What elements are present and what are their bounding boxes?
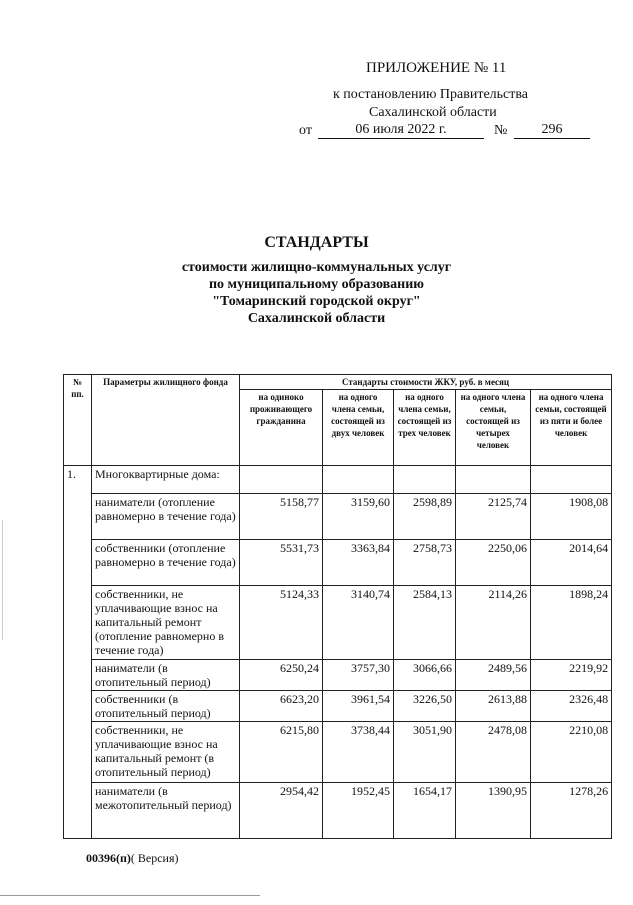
value-cell: 2210,08: [531, 722, 612, 783]
value-cell: 6250,24: [240, 660, 323, 691]
value-cell: 2598,89: [394, 494, 456, 540]
value-cell: 3066,66: [394, 660, 456, 691]
subtitle-line-2: по муниципальному образованию: [208, 277, 425, 292]
value-cell: 2326,48: [531, 691, 612, 722]
value-cell: 6215,80: [240, 722, 323, 783]
row-param: собственники (в отопительный период): [92, 691, 240, 722]
number-label: №: [494, 123, 508, 138]
scan-edge-line: [0, 895, 260, 896]
document-version: ( Версия): [130, 851, 179, 865]
from-label: от: [299, 123, 312, 138]
value-cell: 1952,45: [323, 783, 394, 839]
subheader-five-plus: на одного члена семьи, состоящей из пяти и более человек: [531, 390, 612, 466]
value-cell: 5531,73: [240, 540, 323, 586]
value-cell: 3226,50: [394, 691, 456, 722]
value-cell: 3140,74: [323, 586, 394, 660]
row-param: наниматели (отопление равномерно в течение года): [92, 494, 240, 540]
value-cell: 1908,08: [531, 494, 612, 540]
table-row: [64, 691, 612, 722]
column-header-params: Параметры жилищного фонда: [92, 375, 240, 466]
subheader-three-person: на одного члена семьи, состоящей из трех человек: [394, 390, 456, 466]
table-row: [64, 783, 612, 839]
value-cell: 1278,26: [531, 783, 612, 839]
value-cell: 6623,20: [240, 691, 323, 722]
value-cell: 2014,64: [531, 540, 612, 586]
subtitle-line-3: "Томаринский городской округ": [212, 294, 421, 309]
value-cell: 3159,60: [323, 494, 394, 540]
value-cell: 5158,77: [240, 494, 323, 540]
row-param: наниматели (в отопительный период): [92, 660, 240, 691]
resolution-date: 06 июля 2022 г.: [318, 122, 484, 139]
value-cell: 2114,26: [456, 586, 531, 660]
value-cell: 1390,95: [456, 783, 531, 839]
resolution-line: к постановлению Правительства: [333, 87, 529, 102]
column-group-header: Стандарты стоимости ЖКУ, руб. в месяц: [240, 375, 612, 390]
table-row: [64, 660, 612, 691]
value-cell: 2954,42: [240, 783, 323, 839]
standards-table: [63, 374, 612, 839]
table-row: [64, 586, 612, 660]
resolution-number: 296: [514, 122, 590, 139]
table-row: [64, 722, 612, 783]
subheader-four-person: на одного члена семьи, состоящей из четырех человек: [456, 390, 531, 466]
scan-edge-mark: [2, 520, 3, 640]
value-cell: 1654,17: [394, 783, 456, 839]
value-cell: 2219,92: [531, 660, 612, 691]
value-cell: 5124,33: [240, 586, 323, 660]
row-param: собственники, не уплачивающие взнос на капитальный ремонт (отопление равномерно в течение года): [92, 586, 240, 660]
region-line: Сахалинской области: [369, 105, 497, 120]
value-cell: 3363,84: [323, 540, 394, 586]
value-cell: 3738,44: [323, 722, 394, 783]
value-cell: 2584,13: [394, 586, 456, 660]
value-cell: 2613,88: [456, 691, 531, 722]
subheader-single: на одиноко проживающего гражданина: [240, 390, 323, 466]
document-footer: [86, 851, 179, 866]
row-param: собственники, не уплачивающие взнос на капитальный ремонт (в отопительный период): [92, 722, 240, 783]
row-param: собственники (отопление равномерно в течение года): [92, 540, 240, 586]
document-title: СТАНДАРТЫ: [264, 234, 369, 251]
column-header-number: № пп.: [64, 375, 92, 466]
value-cell: 3961,54: [323, 691, 394, 722]
value-cell: 2489,56: [456, 660, 531, 691]
value-cell: 1898,24: [531, 586, 612, 660]
section-number: 1.: [64, 466, 92, 839]
table-row: [64, 494, 612, 540]
subheader-two-person: на одного члена семьи, состоящей из двух человек: [323, 390, 394, 466]
value-cell: 2125,74: [456, 494, 531, 540]
value-cell: 2250,06: [456, 540, 531, 586]
value-cell: 2758,73: [394, 540, 456, 586]
section-row: [64, 466, 612, 494]
value-cell: 3051,90: [394, 722, 456, 783]
document-code: 00396(п): [86, 851, 131, 865]
table-row: [64, 540, 612, 586]
section-title: Многоквартирные дома:: [92, 466, 240, 494]
value-cell: 2478,08: [456, 722, 531, 783]
subtitle-line-4: Сахалинской области: [247, 311, 386, 326]
subtitle-line-1: стоимости жилищно-коммунальных услуг: [181, 260, 452, 275]
value-cell: 3757,30: [323, 660, 394, 691]
row-param: наниматели (в межотопительный период): [92, 783, 240, 839]
appendix-label: ПРИЛОЖЕНИЕ № 11: [366, 60, 507, 76]
